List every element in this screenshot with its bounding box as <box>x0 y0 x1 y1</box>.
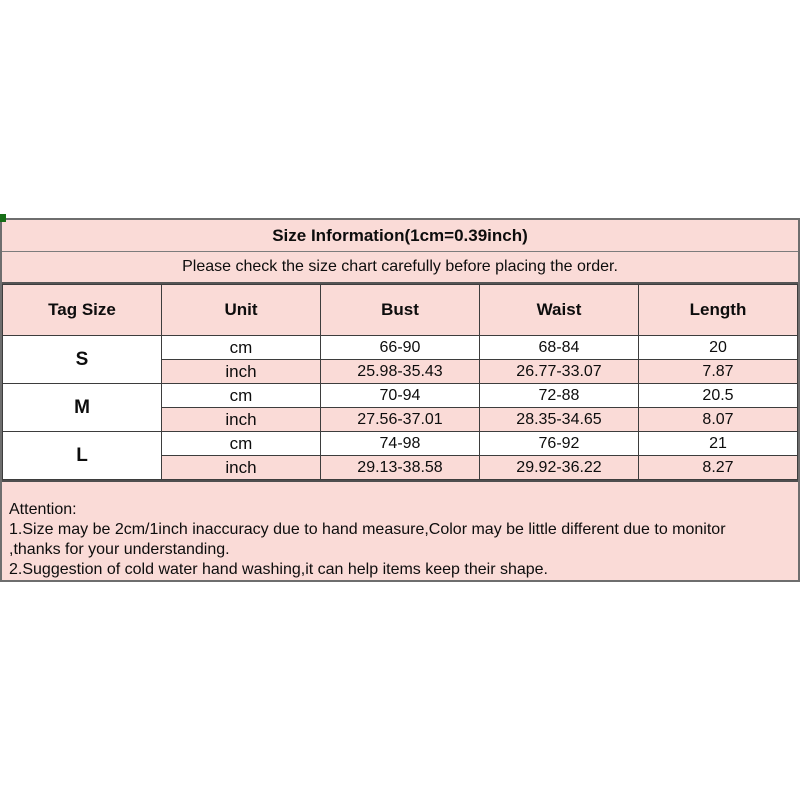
size-info-title: Size Information(1cm=0.39inch) <box>2 220 798 252</box>
attention-line: 1.Size may be 2cm/1inch inaccuracy due to hand measure,Color may be little different due to monitor <box>9 521 726 538</box>
header-unit: Unit <box>162 285 321 336</box>
header-tag-size: Tag Size <box>3 285 162 336</box>
header-waist: Waist <box>480 285 639 336</box>
measurement-value: 74-98 <box>321 432 480 456</box>
measurement-value: 72-88 <box>480 384 639 408</box>
measurement-value: 26.77-33.07 <box>480 360 639 384</box>
measurement-value: 29.13-38.58 <box>321 456 480 480</box>
green-corner-mark <box>0 214 6 222</box>
size-chart-panel <box>0 218 800 582</box>
measurement-value: 7.87 <box>639 360 798 384</box>
attention-note <box>2 480 798 580</box>
measurement-value: 66-90 <box>321 336 480 360</box>
unit-label: inch <box>162 408 321 432</box>
unit-label: cm <box>162 432 321 456</box>
header-length: Length <box>639 285 798 336</box>
measurement-value: 28.35-34.65 <box>480 408 639 432</box>
measurement-value: 29.92-36.22 <box>480 456 639 480</box>
tag-size-value-m: M <box>3 384 162 432</box>
measurement-value: 27.56-37.01 <box>321 408 480 432</box>
measurement-value: 8.27 <box>639 456 798 480</box>
unit-label: cm <box>162 336 321 360</box>
size-table <box>2 284 798 480</box>
size-chart-notice: Please check the size chart carefully before placing the order. <box>2 252 798 284</box>
tag-size-value-s: S <box>3 336 162 384</box>
measurement-value: 76-92 <box>480 432 639 456</box>
header-row <box>3 285 798 336</box>
measurement-value: 25.98-35.43 <box>321 360 480 384</box>
measurement-value: 20.5 <box>639 384 798 408</box>
table-row <box>3 336 798 360</box>
attention-line: 2.Suggestion of cold water hand washing,it can help items keep their shape. <box>9 561 548 578</box>
unit-label: cm <box>162 384 321 408</box>
measurement-value: 20 <box>639 336 798 360</box>
unit-label: inch <box>162 360 321 384</box>
tag-size-value-l: L <box>3 432 162 480</box>
attention-heading: Attention: <box>9 501 77 518</box>
attention-line: ,thanks for your understanding. <box>9 541 230 558</box>
unit-label: inch <box>162 456 321 480</box>
measurement-value: 21 <box>639 432 798 456</box>
measurement-value: 68-84 <box>480 336 639 360</box>
measurement-value: 70-94 <box>321 384 480 408</box>
measurement-value: 8.07 <box>639 408 798 432</box>
table-row <box>3 432 798 456</box>
table-row <box>3 384 798 408</box>
header-bust: Bust <box>321 285 480 336</box>
